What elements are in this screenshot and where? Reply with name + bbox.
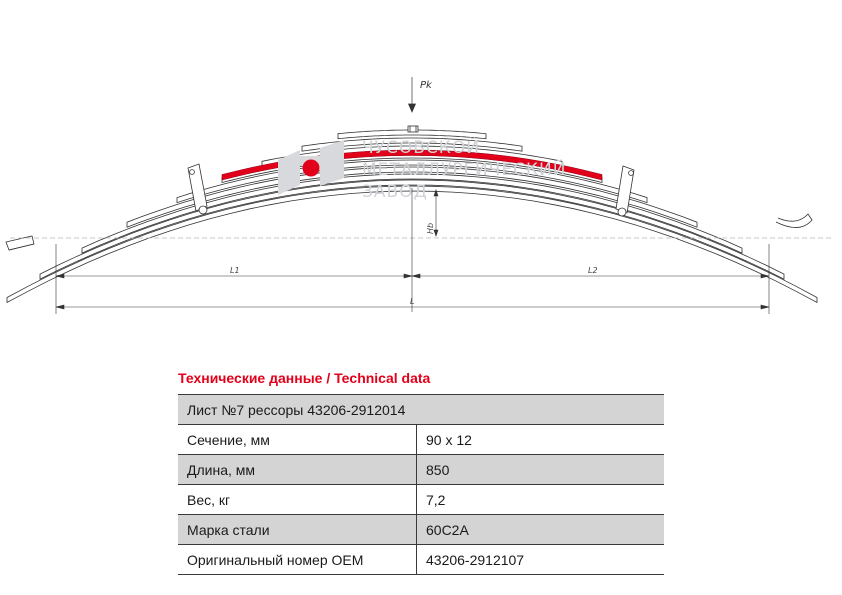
row-value-section: 90 x 12	[417, 425, 665, 455]
l2-label: L2	[588, 266, 598, 275]
row-value-length: 850	[417, 455, 665, 485]
row-label-steel-grade: Марка стали	[178, 515, 417, 545]
table-row	[178, 515, 664, 545]
leaf-end-hook	[776, 214, 812, 228]
row-value-oem-number: 43206-2912107	[417, 545, 665, 575]
table-row	[178, 545, 664, 575]
load-arrow	[409, 77, 416, 112]
height-label: Hb	[426, 222, 435, 234]
row-value-weight: 7,2	[417, 485, 665, 515]
row-label-oem-number: Оригинальный номер OEM	[178, 545, 417, 575]
watermark-line-3: ЗАВОД	[362, 182, 428, 202]
watermark-logo-mark-right	[320, 140, 344, 186]
row-label-section: Сечение, мм	[178, 425, 417, 455]
watermark-logo-dot	[303, 160, 320, 177]
table-row	[178, 485, 664, 515]
table-row	[178, 455, 664, 485]
technical-data-table	[178, 394, 664, 575]
row-label-weight: Вес, кг	[178, 485, 417, 515]
centre-bolt	[408, 126, 418, 132]
technical-data-title: Технические данные / Technical data	[178, 370, 431, 386]
load-label: Pk	[420, 80, 432, 91]
watermark-line-1: ЧУСОВСКОЙ	[362, 138, 480, 158]
table-row	[178, 425, 664, 455]
clamp-left	[188, 164, 207, 214]
table-header-cell: Лист №7 рессоры 43206-2912014	[178, 395, 664, 425]
row-value-steel-grade: 60С2А	[417, 515, 665, 545]
watermark-line-2: МЕТАЛЛУРГИЧЕСКИЙ	[362, 160, 567, 180]
row-label-length: Длина, мм	[178, 455, 417, 485]
l1-label: L1	[230, 266, 240, 275]
table-header-row	[178, 395, 664, 425]
length-label: L	[410, 297, 415, 306]
